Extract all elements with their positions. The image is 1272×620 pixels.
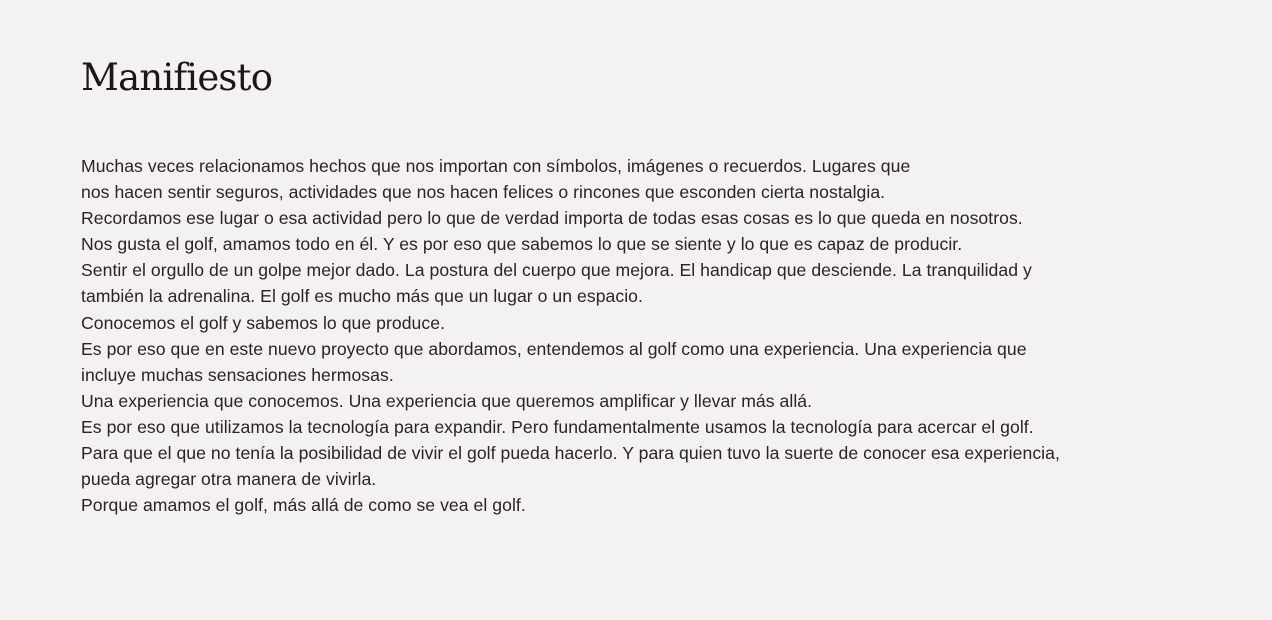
manifesto-line: Recordamos ese lugar o esa actividad pero lo que de verdad importa de todas esas cosas es lo que queda en nosotros. [81,208,1023,229]
manifesto-line: Muchas veces relacionamos hechos que nos importan con símbolos, imágenes o recuerdos. Lugares que [81,156,911,176]
manifesto-line: Para que el que no tenía la posibilidad de vivir el golf pueda hacerlo. Y para quien tuvo la suerte de conocer esa experiencia, [81,443,1060,464]
manifesto-line: también la adrenalina. El golf es mucho más que un lugar o un espacio. [81,286,643,307]
manifesto-line: Porque amamos el golf, más allá de como se vea el golf. [81,495,526,516]
manifesto-line: incluye muchas sensaciones hermosas. [81,364,394,385]
manifesto-line: Conocemos el golf y sabemos lo que produce. [81,312,446,333]
page-title: Manifiesto [81,56,273,99]
manifesto-line: Sentir el orgullo de un golpe mejor dado. La postura del cuerpo que mejora. El handicap que desciende. La tranquilidad y [81,260,1032,281]
manifesto-line: Es por eso que en este nuevo proyecto que abordamos, entendemos al golf como una experiencia. Una experiencia que [81,338,1027,359]
manifesto-line: pueda agregar otra manera de vivirla. [81,469,377,490]
manifesto-body [81,153,1060,518]
manifesto-line: Nos gusta el golf, amamos todo en él. Y es por eso que sabemos lo que se siente y lo que es capaz de producir. [81,234,963,255]
manifesto-line: Una experiencia que conocemos. Una experiencia que queremos amplificar y llevar más allá. [81,390,813,411]
manifesto-line: Es por eso que utilizamos la tecnología para expandir. Pero fundamentalmente usamos la tecnología para acercar el golf. [81,416,1034,437]
manifesto-line: nos hacen sentir seguros, actividades que nos hacen felices o rincones que esconden cierta nostalgia. [81,182,886,203]
